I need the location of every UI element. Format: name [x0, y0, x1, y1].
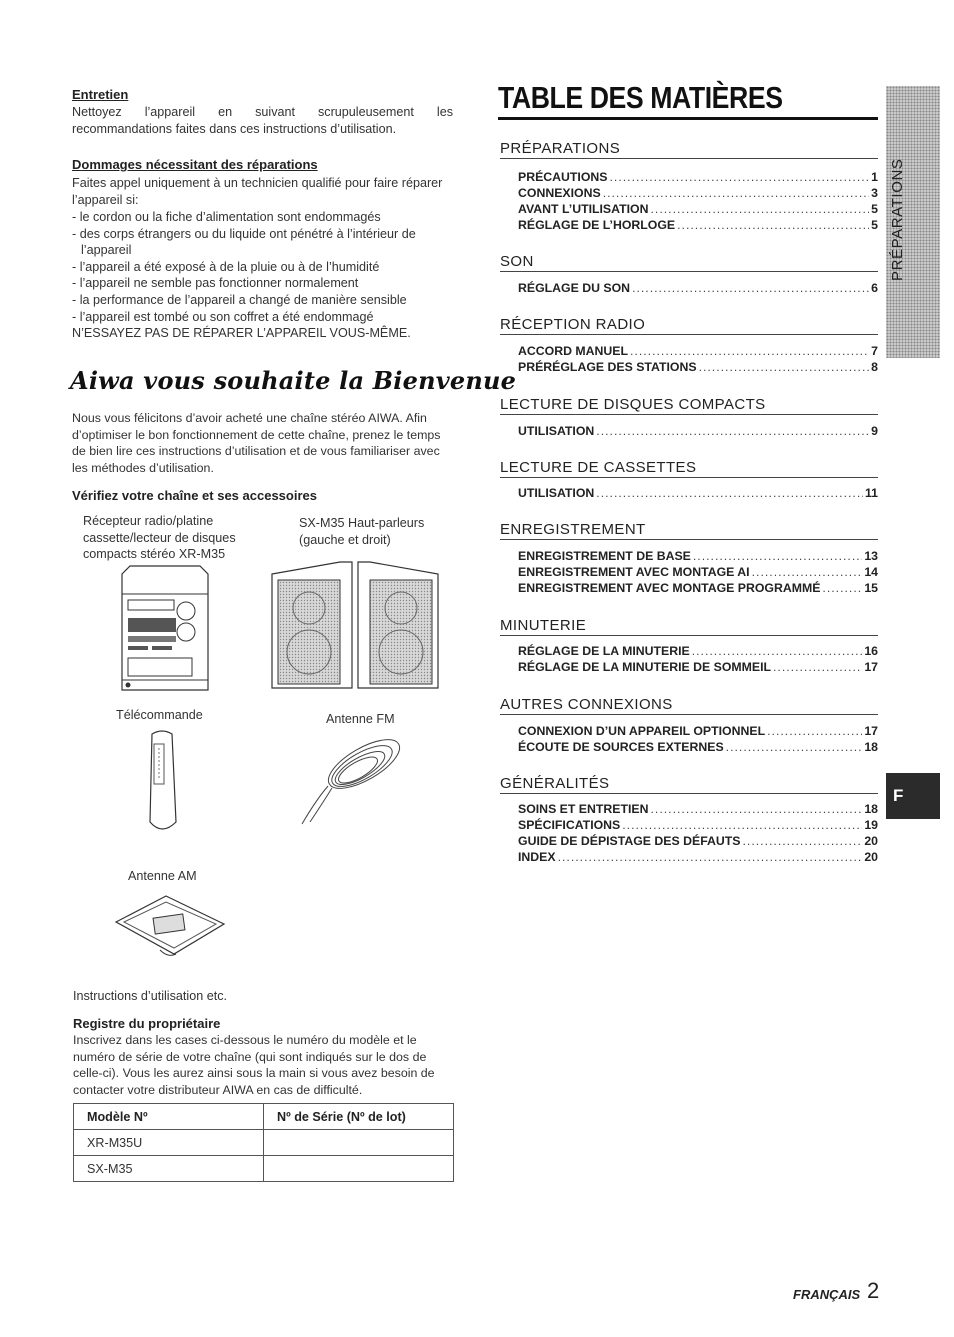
toc-leader-dots — [752, 565, 863, 579]
list-item: - l’appareil est tombé ou son coffret a été endommagé — [72, 309, 374, 324]
toc-entry[interactable] — [518, 740, 878, 757]
toc-entry[interactable] — [518, 218, 878, 235]
entretien-text: Nettoyez l’appareil en suivant scrupuleusement les recommandations faites dans ces instructions d’utilisation. — [72, 105, 453, 136]
toc-entry[interactable] — [518, 344, 878, 361]
am-antenna-caption: Antenne AM — [128, 869, 197, 883]
toc-entry[interactable] — [518, 802, 878, 819]
toc-section-heading: AUTRES CONNEXIONS — [500, 696, 878, 715]
list-item: - l’appareil ne semble pas fonctionner normalement — [72, 276, 359, 291]
toc-leader-dots — [630, 344, 869, 358]
table-row — [74, 1130, 454, 1156]
instructions-caption: Instructions d’utilisation etc. — [73, 989, 227, 1003]
toc-section-heading: PRÉPARATIONS — [500, 140, 878, 159]
toc-entry-label: ENREGISTREMENT AVEC MONTAGE PROGRAMMÉ — [518, 581, 821, 595]
side-tab-label: PRÉPARATIONS — [889, 158, 906, 282]
accessories-heading: Vérifiez votre chaîne et ses accessoires — [72, 488, 317, 503]
receiver-illustration — [122, 566, 208, 690]
registry-heading: Registre du propriétaire — [73, 1016, 221, 1031]
toc-entry[interactable] — [518, 565, 878, 582]
toc-entry[interactable] — [518, 281, 878, 298]
speakers-caption: SX-M35 Haut-parleurs (gauche et droit) — [299, 516, 425, 547]
toc-entry-page: 17 — [864, 724, 878, 738]
toc-entry[interactable] — [518, 581, 878, 598]
table-header-row — [74, 1104, 454, 1130]
toc-leader-dots — [767, 724, 862, 738]
toc-entry-label: RÉGLAGE DE L’HORLOGE — [518, 218, 676, 232]
toc-entry-page: 11 — [865, 486, 878, 500]
toc-leader-dots — [743, 834, 863, 848]
toc-entry-page: 15 — [864, 581, 878, 595]
toc-entry-page: 18 — [864, 740, 878, 754]
toc-entry-page: 20 — [864, 850, 878, 864]
toc-entry-label: ACCORD MANUEL — [518, 344, 628, 358]
dommages-heading: Dommages nécessitant des réparations — [72, 157, 318, 172]
toc-entry-label: GUIDE DE DÉPISTAGE DES DÉFAUTS — [518, 834, 741, 848]
toc-entry-page: 19 — [864, 818, 878, 832]
toc-entry[interactable] — [518, 644, 878, 661]
list-item: - la performance de l’appareil a changé de manière sensible — [72, 292, 407, 307]
toc-entry-page: 6 — [871, 281, 878, 295]
toc-entry-page: 14 — [864, 565, 878, 579]
serial-cell[interactable] — [264, 1130, 454, 1156]
toc-leader-dots — [650, 202, 869, 216]
toc-entry[interactable] — [518, 186, 878, 203]
toc-entry-page: 13 — [864, 549, 878, 563]
serial-cell[interactable] — [264, 1156, 454, 1182]
toc-entry-label: PRÉRÉGLAGE DES STATIONS — [518, 360, 697, 374]
dommages-intro: Faites appel uniquement à un technicien qualifié pour faire réparer l’appareil si: — [72, 176, 443, 207]
toc-entry-page: 3 — [871, 186, 878, 200]
toc-leader-dots — [596, 486, 863, 500]
toc-entry-label: CONNEXION D’UN APPAREIL OPTIONNEL — [518, 724, 766, 738]
toc-entry-label: RÉGLAGE DE LA MINUTERIE — [518, 644, 690, 658]
list-item: - l’appareil a été exposé à de la pluie ou à de l’humidité — [72, 259, 380, 274]
repair-warning: N’ESSAYEZ PAS DE RÉPARER L’APPAREIL VOUS-MÊME. — [72, 326, 411, 340]
model-cell: XR-M35U — [74, 1130, 264, 1156]
toc-section-heading: SON — [500, 253, 878, 272]
toc-entry-label: SPÉCIFICATIONS — [518, 818, 621, 832]
speakers-illustration — [270, 560, 440, 690]
column-header-model: Modèle Nº — [74, 1104, 264, 1130]
page-number: 2 — [867, 1278, 880, 1303]
toc-entry-label: ENREGISTREMENT AVEC MONTAGE AI — [518, 565, 750, 579]
toc-entry[interactable] — [518, 850, 878, 867]
toc-entry[interactable] — [518, 834, 878, 851]
toc-entry-label: ÉCOUTE DE SOURCES EXTERNES — [518, 740, 724, 754]
toc-leader-dots — [726, 740, 863, 754]
toc-entry-page: 18 — [864, 802, 878, 816]
toc-entry-label: AVANT L’UTILISATION — [518, 202, 649, 216]
remote-illustration — [146, 730, 180, 834]
fm-antenna-illustration — [298, 730, 414, 826]
toc-entry-page: 5 — [871, 202, 878, 216]
list-item: - le cordon ou la fiche d’alimentation sont endommagés — [72, 210, 381, 224]
toc-entry[interactable] — [518, 818, 878, 835]
toc-entry-page: 20 — [864, 834, 878, 848]
toc-leader-dots — [622, 818, 862, 832]
toc-leader-dots — [677, 218, 869, 232]
toc-leader-dots — [773, 660, 862, 674]
am-antenna-illustration — [110, 894, 230, 960]
toc-entry-label: SOINS ET ENTRETIEN — [518, 802, 649, 816]
toc-section-heading: RÉCEPTION RADIO — [500, 316, 878, 335]
toc-leader-dots — [632, 281, 869, 295]
toc-leader-dots — [693, 549, 862, 563]
footer-language: FRANÇAIS — [793, 1287, 861, 1302]
toc-leader-dots — [610, 170, 870, 184]
toc-title: TABLE DES MATIÈRES — [498, 80, 783, 115]
toc-section-heading: MINUTERIE — [500, 617, 878, 636]
toc-entry-label: ENREGISTREMENT DE BASE — [518, 549, 691, 563]
welcome-title: Aiwa vous souhaite la Bienvenue — [70, 366, 517, 395]
toc-leader-dots — [692, 644, 863, 658]
toc-entry[interactable] — [518, 202, 878, 219]
toc-entry-label: PRÉCAUTIONS — [518, 170, 608, 184]
toc-entry-label: UTILISATION — [518, 424, 595, 438]
toc-entry[interactable] — [518, 724, 878, 741]
toc-entry-label: RÉGLAGE DE LA MINUTERIE DE SOMMEIL — [518, 660, 772, 674]
toc-entry-page: 8 — [871, 360, 878, 374]
toc-entry-page: 17 — [864, 660, 878, 674]
toc-entry[interactable] — [518, 424, 878, 441]
toc-leader-dots — [603, 186, 869, 200]
toc-entry[interactable] — [518, 660, 878, 677]
toc-leader-dots — [558, 850, 863, 864]
fm-antenna-caption: Antenne FM — [326, 712, 395, 726]
toc-entry-page: 16 — [864, 644, 878, 658]
toc-section-heading: LECTURE DE CASSETTES — [500, 459, 878, 478]
model-cell: SX-M35 — [74, 1156, 264, 1182]
entretien-heading: Entretien — [72, 87, 129, 102]
remote-caption: Télécommande — [116, 708, 203, 722]
toc-section-heading: GÉNÉRALITÉS — [500, 775, 878, 794]
toc-title-rule — [498, 117, 878, 120]
welcome-text: Nous vous félicitons d’avoir acheté une chaîne stéréo AIWA. Afin d’optimiser le bon fonctionnement de cette chaîne, prenez le temps de bien lire ces instructions d’utilisation et de vous familiariser avec les méthodes d’utilisation. — [72, 411, 441, 475]
toc-leader-dots — [651, 802, 863, 816]
table-row — [74, 1156, 454, 1182]
toc-entry-page: 9 — [871, 424, 878, 438]
toc-section-heading: LECTURE DE DISQUES COMPACTS — [500, 396, 878, 415]
toc-entry-page: 5 — [871, 218, 878, 232]
column-header-serial: Nº de Série (Nº de lot) — [264, 1104, 454, 1130]
toc-entry[interactable] — [518, 549, 878, 566]
toc-leader-dots — [822, 581, 862, 595]
toc-entry-page: 7 — [871, 344, 878, 358]
toc-entry[interactable] — [518, 170, 878, 187]
toc-entry-label: CONNEXIONS — [518, 186, 601, 200]
toc-leader-dots — [699, 360, 870, 374]
owner-registry-table — [73, 1103, 454, 1182]
toc-entry[interactable] — [518, 360, 878, 377]
toc-entry-label: RÉGLAGE DU SON — [518, 281, 631, 295]
toc-section-heading: ENREGISTREMENT — [500, 521, 878, 540]
language-tab-label: F — [893, 786, 904, 805]
registry-text: Inscrivez dans les cases ci-dessous le numéro du modèle et le numéro de série de votre chaîne (qui sont indiqués sur le dos de celle-ci). Vous les aurez ainsi sous la main si vous avez besoin de contacter votre distributeur AIWA en cas de difficulté. — [73, 1033, 435, 1097]
dommages-bullet-list — [72, 209, 453, 325]
toc-entry-label: UTILISATION — [518, 486, 595, 500]
toc-entry-page: 1 — [871, 170, 878, 184]
toc-entry-label: INDEX — [518, 850, 556, 864]
receiver-caption: Récepteur radio/platine cassette/lecteur de disques compacts stéréo XR-M35 — [83, 514, 236, 562]
list-item: - des corps étrangers ou du liquide ont pénétré à l’intérieur de l’appareil — [72, 226, 416, 258]
toc-entry[interactable] — [518, 486, 878, 503]
toc-leader-dots — [596, 424, 869, 438]
